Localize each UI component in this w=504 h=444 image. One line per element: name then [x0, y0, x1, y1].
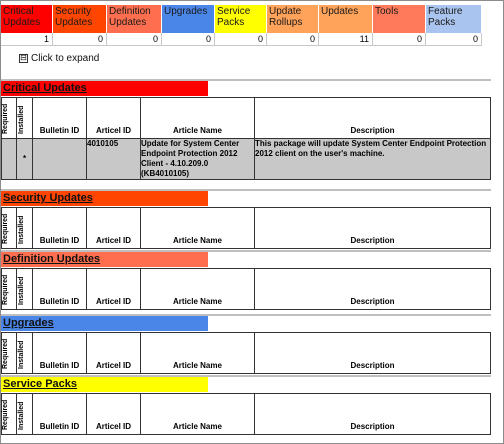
col-header-label: Description: [350, 236, 395, 245]
section-table-0: [1, 97, 491, 180]
col-header-label: Articel ID: [95, 422, 132, 431]
col-header-label: Articel ID: [95, 361, 132, 370]
table-header-row: [2, 208, 491, 249]
col-header-required: [2, 269, 17, 310]
section-table-3: [1, 332, 491, 374]
cell-bulletin: [33, 139, 87, 180]
col-header-description: [255, 333, 491, 374]
col-header-label: Description: [350, 422, 395, 431]
col-header-label: Bulletin ID: [39, 422, 80, 431]
col-header-label: Description: [350, 126, 395, 135]
expand-icon[interactable]: ⊟: [20, 53, 27, 62]
table-header-row: [2, 394, 491, 435]
col-header-bulletin: [33, 269, 87, 310]
cell-installed: *: [17, 139, 33, 180]
col-header-bulletin: [33, 98, 87, 139]
summary-value-1: 0: [53, 33, 107, 46]
summary-value-8: 0: [426, 33, 482, 46]
col-header-label: Bulletin ID: [39, 297, 80, 306]
col-header-label: Bulletin ID: [39, 361, 80, 370]
summary-header-5: Update Rollups: [267, 5, 319, 33]
col-header-installed: [17, 269, 33, 310]
section-title-0: Critical Updates: [1, 81, 208, 96]
col-header-label: Bulletin ID: [39, 126, 80, 135]
table-header-row: [2, 333, 491, 374]
col-header-article-name: [141, 394, 255, 435]
col-header-article-id: [87, 394, 141, 435]
table-header-row: [2, 98, 491, 139]
col-header-label: Required: [2, 399, 9, 430]
col-header-description: [255, 269, 491, 310]
summary-value-0: 1: [1, 33, 53, 46]
col-header-description: [255, 394, 491, 435]
col-header-label: Required: [2, 213, 9, 244]
summary-header-0: Critical Updates: [1, 5, 53, 33]
col-header-label: Required: [2, 338, 9, 369]
col-header-required: [2, 208, 17, 249]
col-header-required: [2, 394, 17, 435]
col-header-label: Article Name: [173, 126, 222, 135]
col-header-label: Installed: [17, 276, 25, 305]
cell-article-id: 4010105: [87, 139, 141, 180]
col-header-installed: [17, 333, 33, 374]
section-title-4: Service Packs: [1, 377, 208, 392]
col-header-article-id: [87, 333, 141, 374]
col-header-label: Articel ID: [95, 236, 132, 245]
summary-value-7: 0: [373, 33, 426, 46]
summary-header-2: Definition Updates: [107, 5, 162, 33]
col-header-label: Articel ID: [95, 297, 132, 306]
summary-value-3: 0: [162, 33, 215, 46]
col-header-label: Bulletin ID: [39, 236, 80, 245]
col-header-description: [255, 98, 491, 139]
section-table-4: [1, 393, 491, 435]
summary-header-1: Security Updates: [53, 5, 107, 33]
summary-value-2: 0: [107, 33, 162, 46]
click-to-expand[interactable]: [19, 53, 99, 64]
col-header-bulletin: [33, 394, 87, 435]
col-header-label: Article Name: [173, 361, 222, 370]
summary-header-7: Tools: [373, 5, 426, 33]
col-header-label: Description: [350, 361, 395, 370]
cell-article-name: Update for System Center Endpoint Protection 2012 Client - 4.10.209.0 (KB4010105): [141, 139, 255, 180]
section-title-1: Security Updates: [1, 191, 208, 206]
cell-description: This package will update System Center Endpoint Protection 2012 client on the user's machine.: [255, 139, 491, 180]
col-header-article-name: [141, 208, 255, 249]
summary-value-4: 0: [215, 33, 267, 46]
section-table-2: [1, 268, 491, 310]
col-header-label: Installed: [17, 401, 25, 430]
summary-header-8: Feature Packs: [426, 5, 482, 33]
col-header-article-name: [141, 269, 255, 310]
col-header-installed: [17, 394, 33, 435]
col-header-description: [255, 208, 491, 249]
section-title-3: Upgrades: [1, 316, 208, 331]
col-header-label: Installed: [17, 215, 25, 244]
section-title-2: Definition Updates: [1, 252, 208, 267]
col-header-installed: [17, 208, 33, 249]
summary-header-6: Updates: [319, 5, 373, 33]
summary-header-4: Service Packs: [215, 5, 267, 33]
summary-value-6: 11: [319, 33, 373, 46]
col-header-bulletin: [33, 208, 87, 249]
col-header-label: Installed: [17, 105, 25, 134]
table-row[interactable]: [2, 139, 491, 180]
section-table-1: [1, 207, 491, 249]
col-header-article-id: [87, 98, 141, 139]
col-header-article-id: [87, 269, 141, 310]
col-header-label: Required: [2, 103, 9, 134]
col-header-article-name: [141, 98, 255, 139]
summary-values-row: [1, 33, 487, 46]
col-header-label: Article Name: [173, 422, 222, 431]
cell-required: [2, 139, 17, 180]
col-header-installed: [17, 98, 33, 139]
col-header-required: [2, 98, 17, 139]
col-header-label: Required: [2, 274, 9, 305]
col-header-required: [2, 333, 17, 374]
summary-header-3: Upgrades: [162, 5, 215, 33]
col-header-label: Article Name: [173, 236, 222, 245]
col-header-label: Description: [350, 297, 395, 306]
col-header-label: Articel ID: [95, 126, 132, 135]
table-header-row: [2, 269, 491, 310]
expand-label: Click to expand: [31, 53, 100, 64]
col-header-label: Installed: [17, 340, 25, 369]
summary-header-row: [1, 5, 487, 33]
summary-value-5: 0: [267, 33, 319, 46]
col-header-article-id: [87, 208, 141, 249]
col-header-bulletin: [33, 333, 87, 374]
col-header-label: Article Name: [173, 297, 222, 306]
col-header-article-name: [141, 333, 255, 374]
